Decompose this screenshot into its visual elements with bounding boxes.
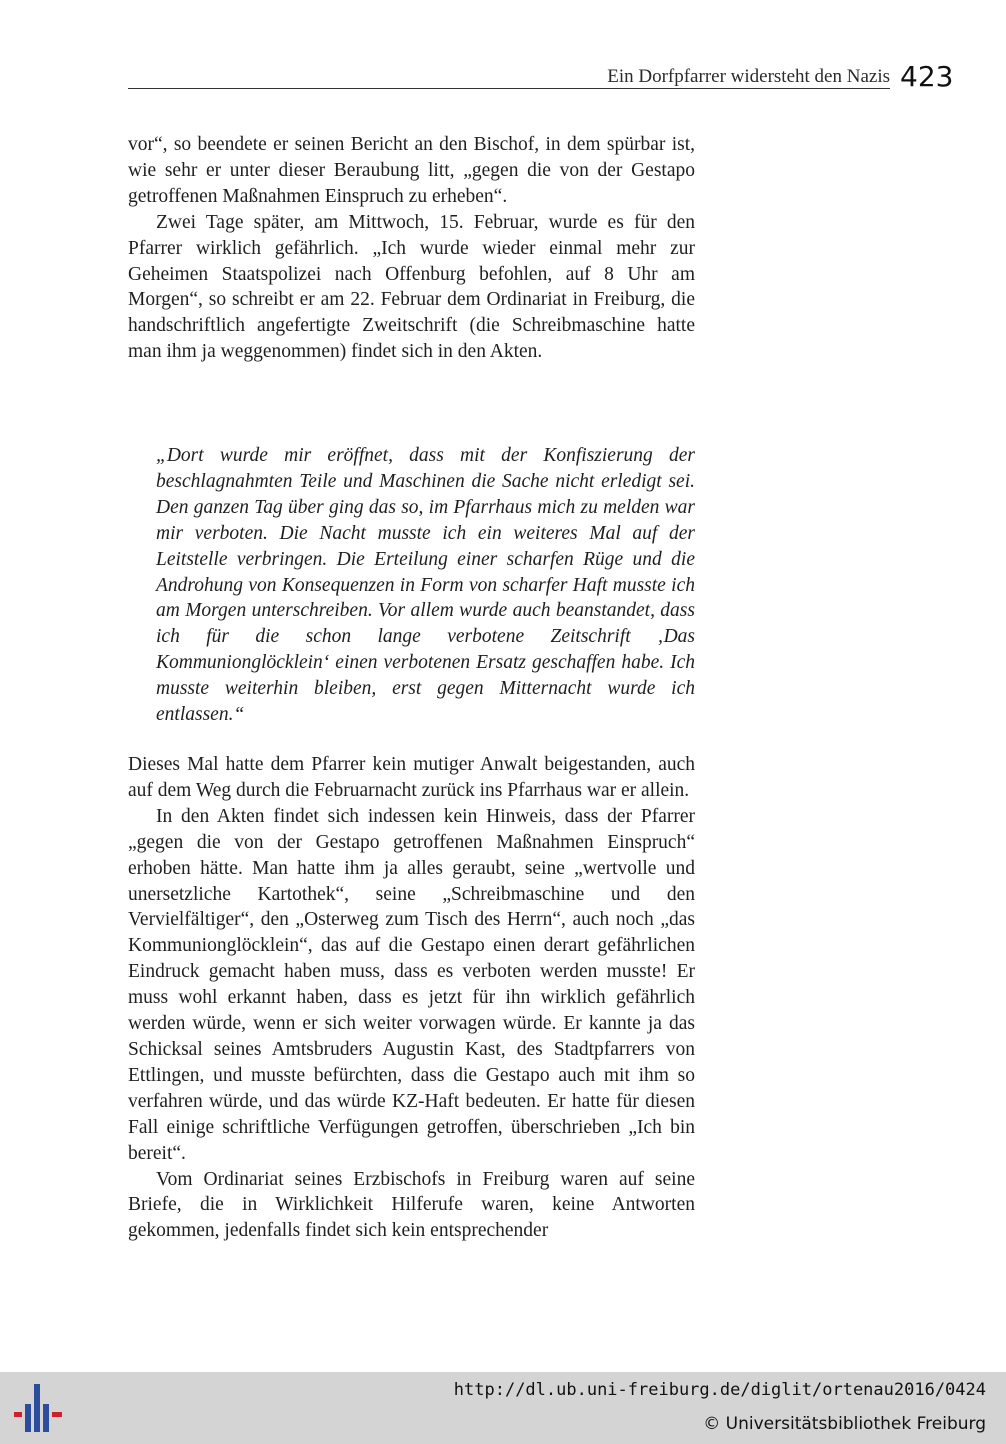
paragraph: Zwei Tage später, am Mittwoch, 15. Februar, wurde es für den Pfarrer wirklich gefährlich. „Ich wurde wieder einmal mehr zur Geheimen Staatspolizei nach Offenburg befohlen, auf 8 Uhr am Morgen“, so schreibt er am 22. Februar dem Ordinariat in Freiburg, die handschriftlich angefertigte Zweitschrift (die Schreibmaschine hatte man ihm ja weggenommen) findet sich in den Akten.	[128, 211, 695, 363]
header-rule	[128, 88, 890, 89]
running-title: Ein Dorfpfarrer widersteht den Nazis	[607, 66, 890, 87]
page-number: 423	[900, 60, 954, 93]
footer-url-link[interactable]: http://dl.ub.uni-freiburg.de/diglit/ortenau2016/0424	[453, 1380, 986, 1400]
paragraph: Dieses Mal hatte dem Pfarrer kein mutiger Anwalt beigestanden, auch auf dem Weg durch die Februarnacht zurück ins Pfarrhaus war er allein.	[128, 754, 695, 801]
footer-copyright: © Universitätsbibliothek Freiburg	[703, 1414, 986, 1434]
paragraph: In den Akten findet sich indessen kein Hinweis, dass der Pfarrer „gegen die von der Gestapo getroffenen Maßnahmen Einspruch“ erhoben hätte. Man hatte ihm ja alles geraubt, seine „wertvolle und unersetzliche Kartothek“, seine „Schreibmaschine und den Vervielfältiger“, den „Osterweg zum Tisch des Herrn“, auch noch „das Kommunionglöcklein“, das auf die Gestapo einen derart gefährlichen Eindruck gemacht haben muss, dass es verboten werden musste! Er muss wohl erkannt haben, dass es jetzt für ihn wirklich gefährlich werden würde, wenn er sich weiter vorwagen würde. Er kannte ja das Schicksal seines Amtsbruders Augustin Kast, des Stadtpfarrers von Ettlingen, und musste befürchten, dass die Gestapo auch mit ihm so verfahren würde, und das würde KZ-Haft bedeuten. Er hatte für diesen Fall einige schriftliche Verfügungen getroffen, überschrieben „Ich bin bereit“.	[128, 805, 695, 1164]
paragraph: vor“, so beendete er seinen Bericht an den Bischof, in dem spürbar ist, wie sehr er unter dieser Beraubung litt, „gegen die von der Gestapo getroffenen Maßnahmen Einspruch zu erheben“.	[128, 134, 695, 207]
ub-freiburg-logo-icon	[14, 1384, 64, 1432]
paragraph: Vom Ordinariat seines Erzbischofs in Freiburg waren auf seine Briefe, die in Wirklichkeit Hilferufe waren, keine Antworten gekommen, jedenfalls findet sich kein entsprechender	[128, 1168, 695, 1242]
block-quote: „Dort wurde mir eröffnet, dass mit der Konfiszierung der beschlagnahmten Teile und Maschinen die Sache nicht erledigt sei. Den ganzen Tag über ging das so, im Pfarrhaus mich zu melden war mir verboten. Die Nacht musste ich ein weiteres Mal auf der Leitstelle verbringen. Die Erteilung einer scharfen Rüge und die Androhung von Konsequenzen in Form von scharfer Haft musste ich am Morgen unterschreiben. Vor allem wurde auch beanstandet, dass ich für die schon lange verbotene Zeitschrift ‚Das Kommunionglöcklein‘ einen verbotenen Ersatz geschaffen habe. Ich musste weiterhin bleiben, erst gegen Mitternacht wurde ich entlassen.“	[156, 445, 695, 726]
footer-bar	[0, 1372, 1006, 1444]
body-section-2	[128, 752, 695, 1244]
body-section-1	[128, 132, 695, 365]
